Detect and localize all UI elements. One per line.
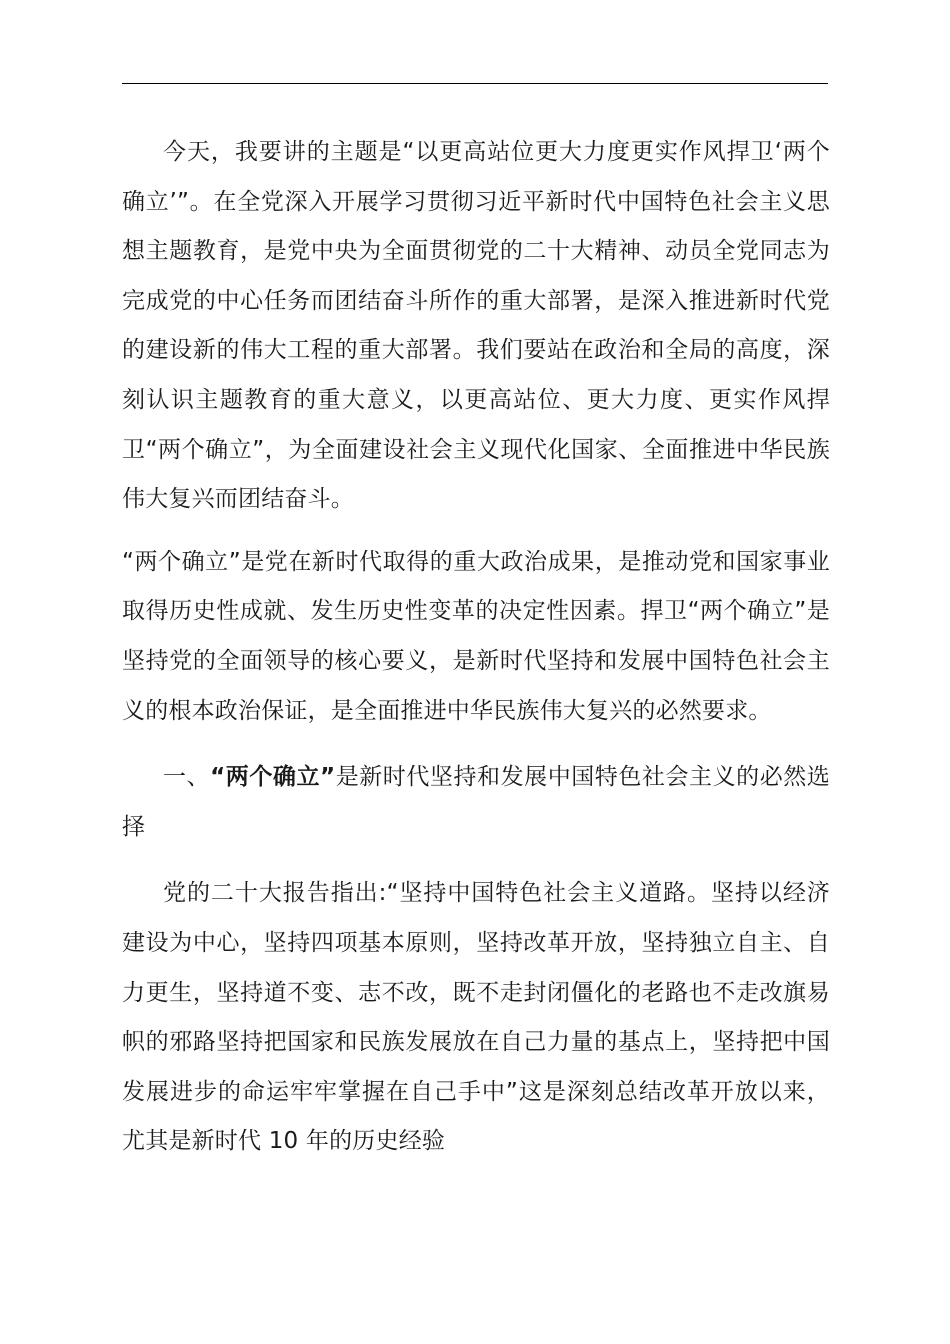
section-heading-quoted: “两个确立” [210, 764, 336, 791]
header-rule [122, 83, 828, 84]
document-body [122, 128, 830, 1167]
section-heading-prefix: 一、 [163, 764, 211, 791]
paragraph-report-quote: 党的二十大报告指出:“坚持中国特色社会主义道路。坚持以经济建设为中心，坚持四项基本原则，坚持改革开放，坚持独立自主、自力更生，坚持道不变、志不改，既不走封闭僵化的老路也不走改旗易帜的邪路坚持把国家和民族发展放在自己力量的基点上，坚持把中国发展进步的命运牢牢掌握在自己手中”这是深刻总结改革开放以来，尤其是新时代 10 年的历史经验 [122, 880, 830, 1155]
paragraph-intro: 今天，我要讲的主题是“以更高站位更大力度更实作风捍卫‘两个确立’”。在全党深入开展学习贯彻习近平新时代中国特色社会主义思想主题教育，是党中央为全面贯彻党的二十大精神、动员全党同志为完成党的中心任务而团结奋斗所作的重大部署，是深入推进新时代党的建设新的伟大工程的重大部署。我们要站在政治和全局的高度，深刻认识主题教育的重大意义，以更高站位、更大力度、更实作风捍卫“两个确立”，为全面建设社会主义现代化国家、全面推进中华民族伟大复兴而团结奋斗。 [122, 139, 830, 513]
paragraph-two-establishments: “两个确立”是党在新时代取得的重大政治成果，是推动党和国家事业取得历史性成就、发生历史性变革的决定性因素。捍卫“两个确立”是坚持党的全面领导的核心要义，是新时代坚持和发展中国特色社会主义的根本政治保证，是全面推进中华民族伟大复兴的必然要求。 [122, 548, 830, 724]
section-heading-rest: 是新时代坚持和发展中国特色社会主义的必然选择 [122, 764, 831, 840]
section-heading-one [122, 753, 830, 852]
